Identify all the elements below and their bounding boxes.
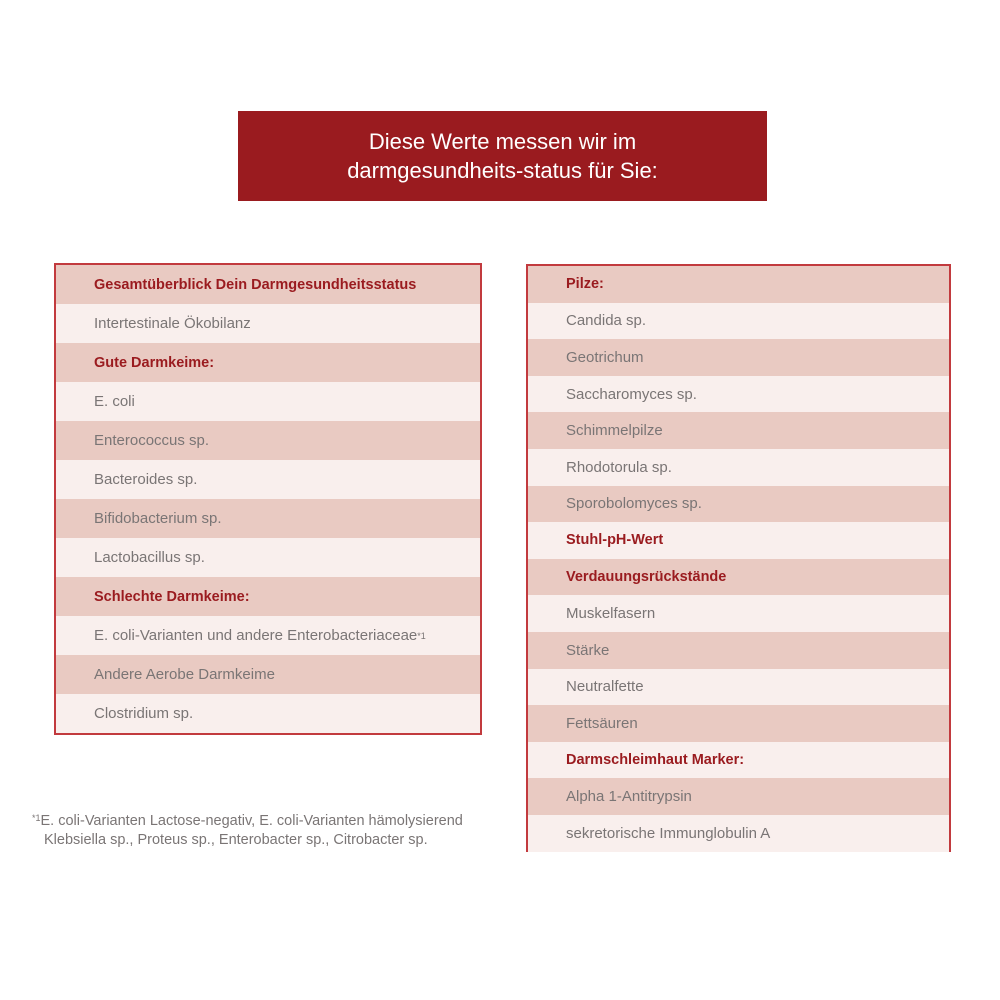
table-row — [56, 460, 480, 499]
section-heading-row — [56, 577, 480, 616]
row-label: Intertestinale Ökobilanz — [94, 315, 251, 332]
table-row — [56, 499, 480, 538]
table-row — [528, 669, 949, 706]
table-row — [528, 705, 949, 742]
footnote-mark: *1 — [32, 813, 41, 823]
section-heading-label: Gesamtüberblick Dein Darmgesundheitsstatus — [94, 276, 417, 293]
section-heading-label: Darmschleimhaut Marker: — [566, 752, 745, 769]
table-row — [56, 655, 480, 694]
section-heading-label: Schlechte Darmkeime: — [94, 588, 250, 605]
table-row — [528, 486, 949, 523]
section-heading-label: Stuhl-pH-Wert — [566, 532, 664, 549]
row-label: Neutralfette — [566, 678, 644, 696]
table-row — [56, 304, 480, 343]
row-label: Bacteroides sp. — [94, 471, 198, 488]
row-label: Sporobolomyces sp. — [566, 495, 702, 513]
row-label: Andere Aerobe Darmkeime — [94, 666, 275, 683]
table-row — [56, 421, 480, 460]
row-label: Lactobacillus sp. — [94, 549, 205, 566]
table-row — [528, 303, 949, 340]
row-label: Rhodotorula sp. — [566, 458, 672, 476]
table-row — [528, 449, 949, 486]
section-heading-label: Verdauungsrückstände — [566, 569, 727, 586]
table-row — [56, 694, 480, 733]
row-label: Fettsäuren — [566, 714, 638, 732]
right-measurements-table — [526, 264, 951, 852]
footnote-line-1 — [32, 812, 463, 831]
table-row — [528, 412, 949, 449]
table-row — [528, 339, 949, 376]
footnote-line-2: Klebsiella sp., Proteus sp., Enterobacter sp., Citrobacter sp. — [44, 832, 428, 848]
row-label: E. coli-Varianten und andere Enterobacteriaceae — [94, 627, 418, 644]
table-row — [528, 778, 949, 815]
section-heading-label: Pilze: — [566, 276, 604, 293]
title-banner — [238, 111, 767, 201]
footnote — [32, 812, 463, 850]
table-row — [56, 616, 480, 655]
row-label: Alpha 1-Antitrypsin — [566, 788, 692, 806]
footnote-text-1: E. coli-Varianten Lactose-negativ, E. coli-Varianten hämolysierend — [40, 813, 463, 829]
section-heading-row — [56, 343, 480, 382]
footnote-reference: *1 — [417, 630, 426, 641]
section-heading-row — [528, 742, 949, 779]
left-measurements-table — [54, 263, 482, 735]
row-label: Schimmelpilze — [566, 422, 663, 440]
section-heading-label: Gute Darmkeime: — [94, 354, 215, 371]
section-heading-row — [56, 265, 480, 304]
row-label: sekretorische Immunglobulin A — [566, 824, 771, 842]
section-heading-row — [528, 559, 949, 596]
row-label: Clostridium sp. — [94, 705, 194, 722]
section-heading-row — [528, 266, 949, 303]
table-row — [56, 538, 480, 577]
row-label: Enterococcus sp. — [94, 432, 210, 449]
row-label: Muskelfasern — [566, 605, 656, 623]
table-row — [56, 382, 480, 421]
table-row — [528, 376, 949, 413]
row-label: E. coli — [94, 393, 135, 410]
table-row — [528, 595, 949, 632]
row-label: Stärke — [566, 641, 610, 659]
row-label: Saccharomyces sp. — [566, 385, 697, 403]
row-label: Geotrichum — [566, 348, 644, 366]
title-line-2: darmgesundheits-status für Sie: — [347, 158, 658, 183]
title-line-1: Diese Werte messen wir im — [368, 129, 637, 154]
row-label: Candida sp. — [566, 312, 647, 330]
table-row — [528, 815, 949, 852]
section-heading-row — [528, 522, 949, 559]
row-label: Bifidobacterium sp. — [94, 510, 222, 527]
table-row — [528, 632, 949, 669]
